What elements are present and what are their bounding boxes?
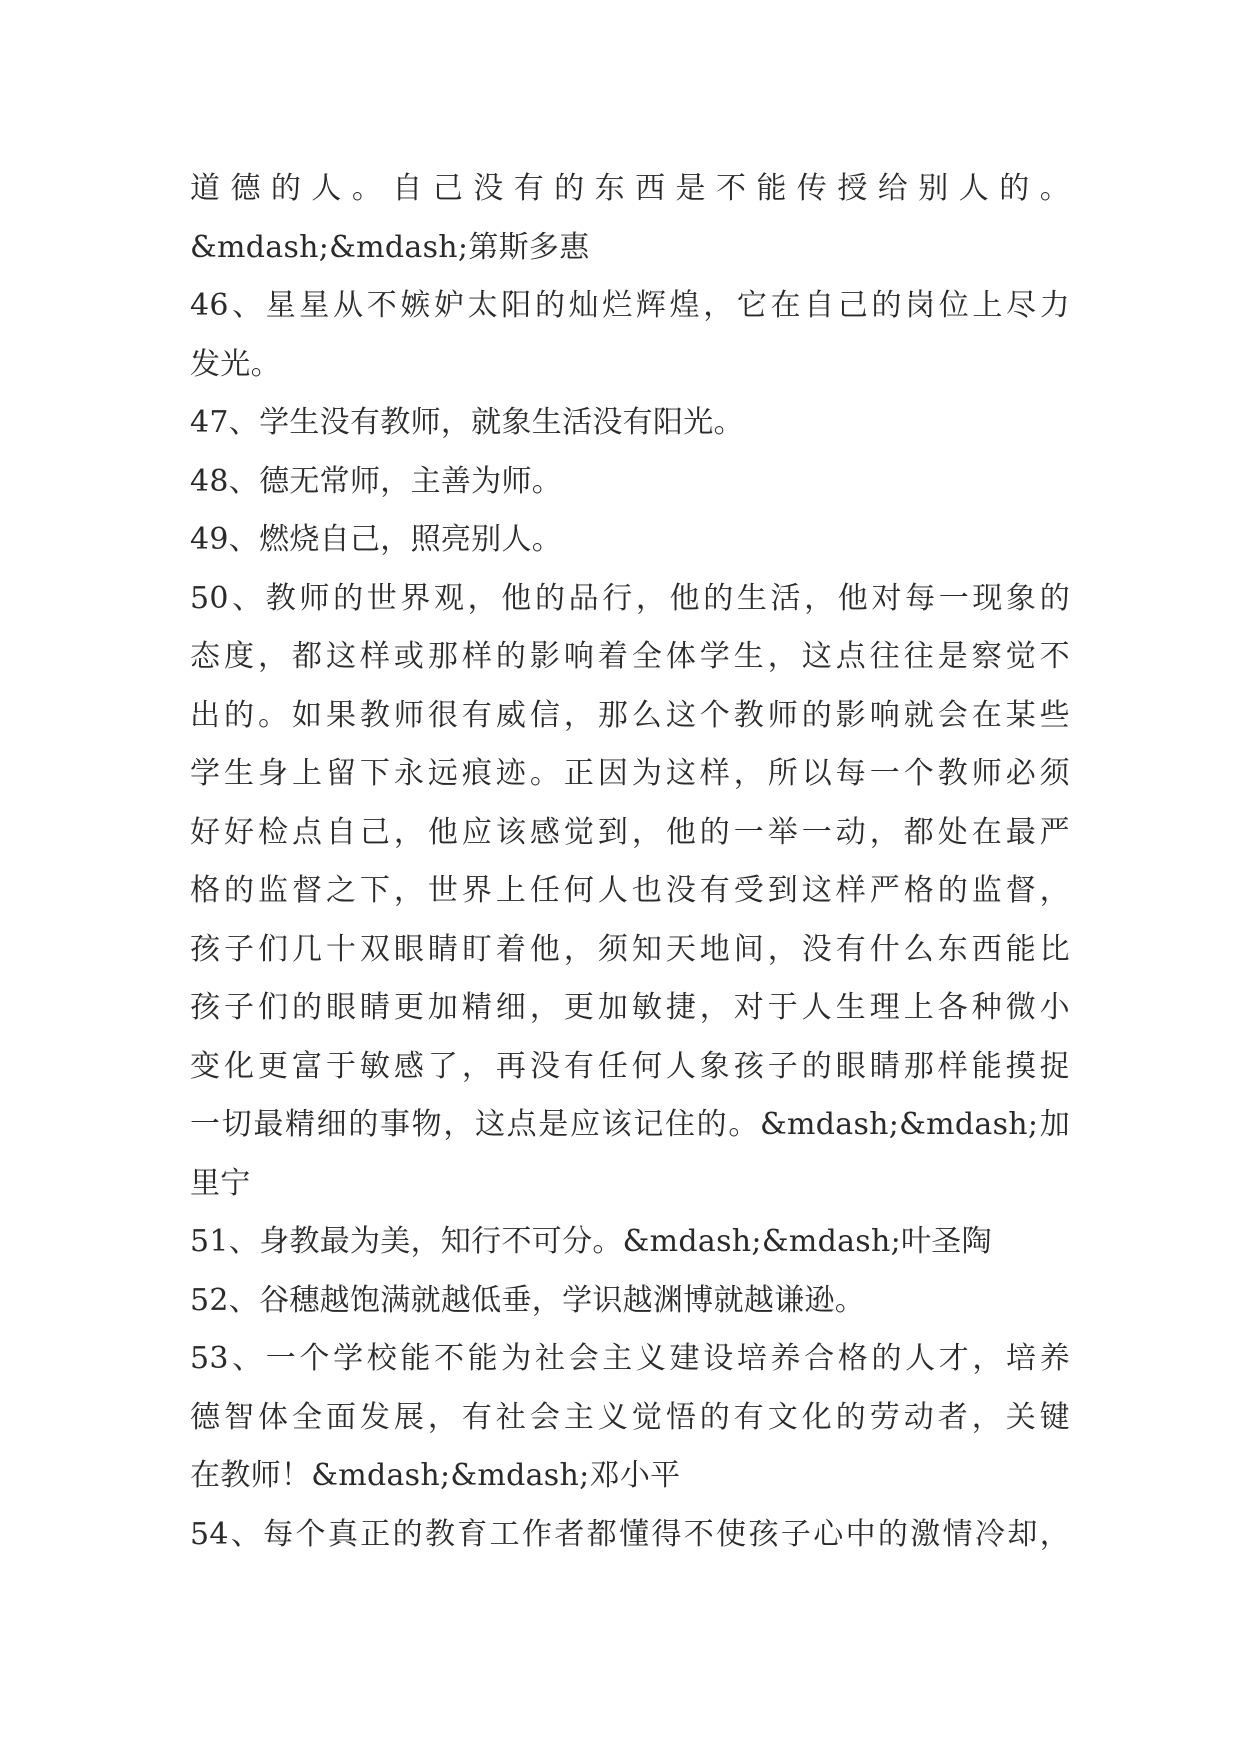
text-line: 49、燃烧自己，照亮别人。 bbox=[190, 522, 563, 557]
text-line: 格的监督之下，世界上任何人也没有受到这样严格的监督， bbox=[190, 873, 1070, 908]
text-line: 50、教师的世界观，他的品行，他的生活，他对每一现象的 bbox=[190, 580, 1070, 616]
text-line: 46、星星从不嫉妒太阳的灿烂辉煌，它在自己的岗位上尽力 bbox=[190, 288, 1070, 323]
text-line: 47、学生没有教师，就象生活没有阳光。 bbox=[190, 405, 744, 440]
text-line: 在教师！&mdash;&mdash;邓小平 bbox=[190, 1458, 681, 1493]
text-line: 好好检点自己，他应该感觉到，他的一举一动，都处在最严 bbox=[190, 814, 1070, 850]
text-line: 道德的人。自己没有的东西是不能传授给别人的。 bbox=[190, 171, 1070, 206]
text-line: 德智体全面发展，有社会主义觉悟的有文化的劳动者，关键 bbox=[190, 1399, 1070, 1435]
text-line: 出的。如果教师很有威信，那么这个教师的影响就会在某些 bbox=[190, 697, 1070, 733]
text-line: 53、一个学校能不能为社会主义建设培养合格的人才，培养 bbox=[190, 1341, 1070, 1376]
text-line: &mdash;&mdash;第斯多惠 bbox=[190, 229, 590, 265]
text-line: 孩子们的眼睛更加精细，更加敏捷，对于人生理上各种微小 bbox=[190, 990, 1070, 1025]
text-line: 52、谷穗越饱满就越低垂，学识越渊博就越谦逊。 bbox=[190, 1282, 866, 1318]
text-line: 发光。 bbox=[190, 346, 281, 382]
text-line: 学生身上留下永远痕迹。正因为这样，所以每一个教师必须 bbox=[190, 756, 1070, 791]
text-line: 48、德无常师，主善为师。 bbox=[190, 463, 563, 499]
text-line: 一切最精细的事物，这点是应该记住的。&mdash;&mdash;加 bbox=[190, 1107, 1070, 1142]
document-body bbox=[190, 160, 1070, 1564]
text-line: 里宁 bbox=[190, 1165, 251, 1201]
text-line: 变化更富于敏感了，再没有任何人象孩子的眼睛那样能摸捉 bbox=[190, 1048, 1070, 1084]
text-line: 54、每个真正的教育工作者都懂得不使孩子心中的激情冷却， bbox=[190, 1516, 1070, 1552]
text-line: 51、身教最为美，知行不可分。&mdash;&mdash;叶圣陶 bbox=[190, 1224, 992, 1259]
text-line: 孩子们几十双眼睛盯着他，须知天地间，没有什么东西能比 bbox=[190, 931, 1070, 967]
text-line: 态度，都这样或那样的影响着全体学生，这点往往是察觉不 bbox=[190, 639, 1070, 674]
